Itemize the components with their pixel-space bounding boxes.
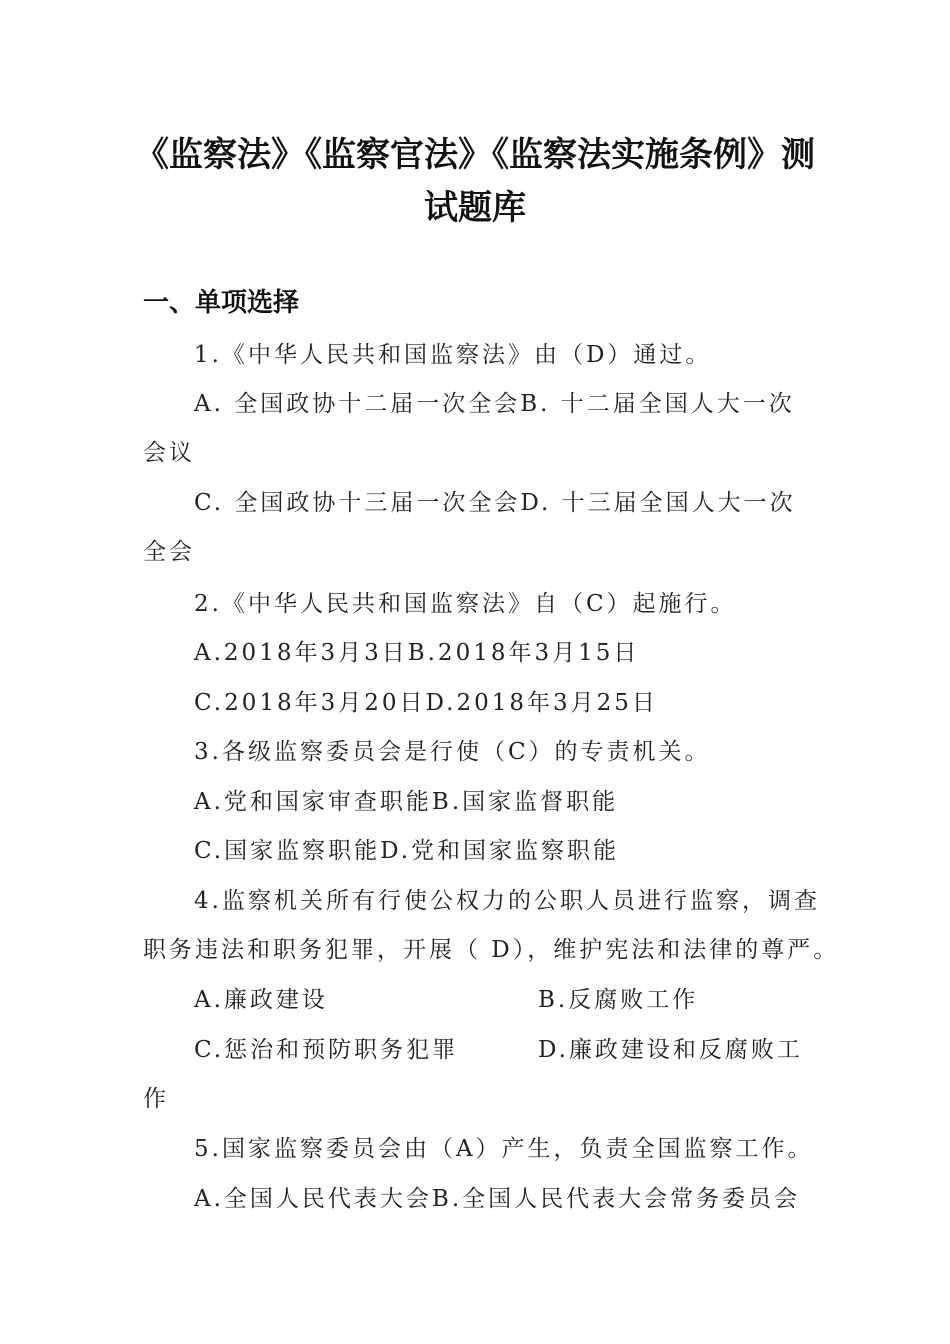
- question-4-line-1: 4.监察机关所有行使公权力的公职人员进行监察，调查: [194, 888, 820, 914]
- question-1-options-ab: A. 全国政协十二届一次全会B. 十二届全国人大一次: [194, 391, 795, 417]
- question-4-option-c: C.惩治和预防职务犯罪: [194, 1037, 459, 1063]
- question-2: 2.《中华人民共和国监察法》自（C）起施行。: [194, 591, 737, 617]
- question-5: 5.国家监察委员会由（A）产生，负责全国监察工作。: [194, 1136, 814, 1162]
- question-3-options-cd: C.国家监察职能D.党和国家监察职能: [194, 838, 620, 864]
- question-1-options-cd-wrap: 全会: [143, 539, 195, 565]
- question-5-options-ab: A.全国人民代表大会B.全国人民代表大会常务委员会: [194, 1186, 801, 1212]
- question-1: 1.《中华人民共和国监察法》由（D）通过。: [194, 342, 712, 368]
- question-4-option-d-wrap: 作: [143, 1086, 169, 1112]
- question-3: 3.各级监察委员会是行使（C）的专责机关。: [194, 739, 711, 765]
- question-2-options-ab: A.2018年3月3日B.2018年3月15日: [194, 640, 640, 666]
- document-title-line-2: 试题库: [424, 188, 526, 228]
- question-1-options-ab-wrap: 会议: [143, 440, 195, 466]
- question-4-option-b: B.反腐败工作: [538, 987, 699, 1013]
- section-heading: 一、单项选择: [143, 288, 300, 318]
- question-3-options-ab: A.党和国家审查职能B.国家监督职能: [194, 789, 619, 815]
- question-4-option-d: D.廉政建设和反腐败工: [538, 1037, 803, 1063]
- question-4-option-a: A.廉政建设: [194, 987, 328, 1013]
- question-2-options-cd: C.2018年3月20日D.2018年3月25日: [194, 690, 658, 716]
- document-title-line-1: 《监察法》《监察官法》《监察法实施条例》测: [135, 135, 815, 175]
- question-4-line-2: 职务违法和职务犯罪，开展（ D），维护宪法和法律的尊严。: [143, 937, 840, 963]
- question-1-options-cd: C. 全国政协十三届一次全会D. 十三届全国人大一次: [194, 490, 796, 516]
